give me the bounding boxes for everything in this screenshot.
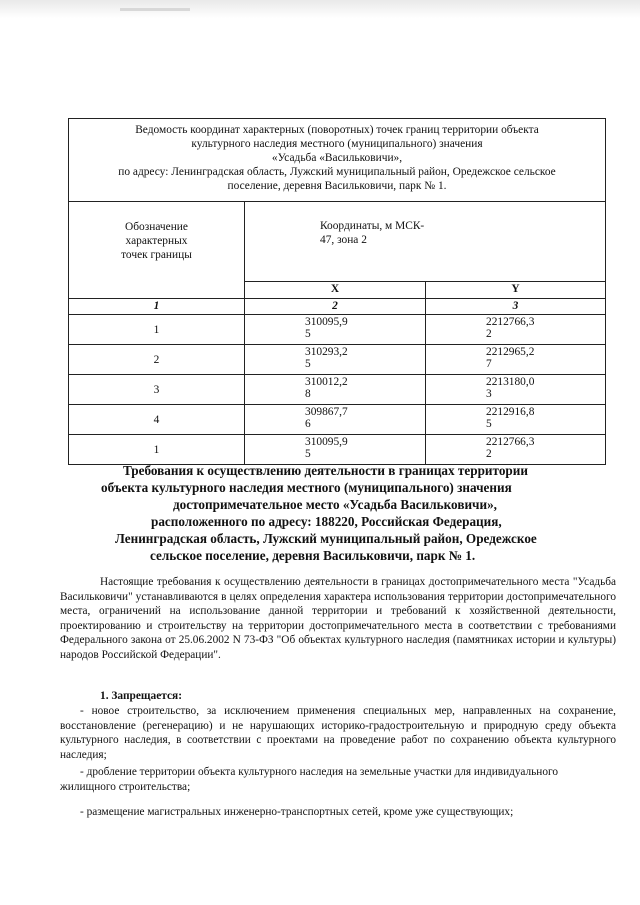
y-coordinate: [426, 405, 606, 435]
title-line: сельское поселение, деревня Васильковичи, парк № 1.: [150, 548, 476, 563]
title-line: объекта культурного наследия местного (муниципального) значения: [101, 480, 512, 495]
x-value-line2: 5: [305, 358, 311, 370]
x-value-line2: 8: [305, 388, 311, 400]
table-row: [69, 375, 606, 405]
y-coordinate: [426, 375, 606, 405]
point-label-line: характерных: [125, 235, 188, 247]
list-item-text: - размещение магистральных инженерно-транспортных сетей, кроме уже существующих;: [80, 806, 514, 818]
title-line: достопримечательное место «Усадьба Васильковичи»,: [173, 497, 497, 512]
list-item: [60, 704, 616, 762]
table-header-line: «Усадьба «Васильковичи»,: [271, 152, 403, 164]
intro-paragraph: [60, 575, 616, 662]
point-label-line: точек границы: [121, 249, 192, 261]
table-header-line: культурного наследия местного (муниципального) значения: [191, 138, 483, 150]
point-label-line: Обозначение: [125, 221, 188, 233]
x-value-line1: 310095,9: [305, 436, 348, 448]
y-value-line2: 3: [486, 388, 492, 400]
scan-edge: [0, 0, 640, 18]
y-value-line1: 2212766,3: [486, 316, 535, 328]
title-line: Ленинградская область, Лужский муниципальный район, Оредежское: [115, 531, 537, 546]
point-number: 4: [69, 405, 245, 435]
list-item: [60, 805, 616, 820]
column-index: 1: [69, 299, 245, 315]
y-value-line1: 2212965,2: [486, 346, 535, 358]
table-row: [69, 435, 606, 465]
section-heading: 1. Запрещается:: [100, 690, 183, 702]
column-index: 2: [245, 299, 426, 315]
column-x-header: X: [245, 282, 426, 299]
y-value-line2: 7: [486, 358, 492, 370]
y-coordinate: [426, 315, 606, 345]
table-header-line: Ведомость координат характерных (поворотных) точек границ территории объекта: [135, 124, 539, 136]
coordinates-header-line: 47, зона 2: [320, 234, 367, 246]
point-number: 1: [69, 435, 245, 465]
title-line: Требования к осуществлению деятельности в границах территории: [123, 463, 528, 478]
requirements-title: [70, 462, 640, 564]
list-item-text: - новое строительство, за исключением применения специальных мер, направленных на сохранение, восстановление (регенерацию) и не нарушающих историко-градостроительную и природную среду объекта культурного наследия, в соответствии с проектами на проведение работ по сохранению объекта культурного наследия;: [60, 705, 616, 761]
coordinates-header-line: Координаты, м МСК-: [320, 220, 425, 232]
coordinates-table: [68, 118, 606, 465]
list-item: [60, 765, 616, 794]
point-number: 1: [69, 315, 245, 345]
y-value-line2: 2: [486, 448, 492, 460]
list-item-text: - дробление территории объекта культурного наследия на земельные участки для индивидуального жилищного строительства;: [60, 766, 558, 793]
point-number: 3: [69, 375, 245, 405]
coordinates-header: [245, 202, 606, 282]
x-value-line1: 309867,7: [305, 406, 348, 418]
x-coordinate: [245, 375, 426, 405]
column-y-header: Y: [426, 282, 606, 299]
y-value-line1: 2212766,3: [486, 436, 535, 448]
table-header-line: по адресу: Ленинградская область, Лужский муниципальный район, Оредежское сельское: [118, 166, 556, 178]
x-coordinate: [245, 435, 426, 465]
x-value-line2: 6: [305, 418, 311, 430]
table-row: [69, 315, 606, 345]
point-label-header: [69, 202, 245, 299]
table-row: [69, 345, 606, 375]
x-coordinate: [245, 345, 426, 375]
x-value-line1: 310095,9: [305, 316, 348, 328]
y-value-line1: 2213180,0: [486, 376, 535, 388]
y-value-line2: 2: [486, 328, 492, 340]
y-coordinate: [426, 435, 606, 465]
x-value-line1: 310293,2: [305, 346, 348, 358]
y-value-line1: 2212916,8: [486, 406, 535, 418]
y-coordinate: [426, 345, 606, 375]
x-value-line1: 310012,2: [305, 376, 348, 388]
table-header-line: поселение, деревня Васильковичи, парк № 1.: [227, 180, 447, 192]
scan-artifact: [120, 8, 190, 11]
x-value-line2: 5: [305, 328, 311, 340]
x-value-line2: 5: [305, 448, 311, 460]
table-row: [69, 405, 606, 435]
column-index: 3: [426, 299, 606, 315]
x-coordinate: [245, 315, 426, 345]
intro-text: Настоящие требования к осуществлению деятельности в границах достопримечательного места "Усадьба Васильковичи" устанавливаются в целях определения характера использования территории достопримечательного места, ограничений на использование данной территории и требований к хозяйственной деятельности, проектированию и строительству на территории достопримечательного места в соответствии с требованиями Федерального закона от 25.06.2002 N 73-ФЗ "Об объектах культурного наследия (памятниках истории и культуры) народов Российской Федерации".: [60, 576, 616, 661]
point-number: 2: [69, 345, 245, 375]
x-coordinate: [245, 405, 426, 435]
title-line: расположенного по адресу: 188220, Российская Федерация,: [151, 514, 502, 529]
y-value-line2: 5: [486, 418, 492, 430]
table-header-cell: [69, 119, 606, 202]
